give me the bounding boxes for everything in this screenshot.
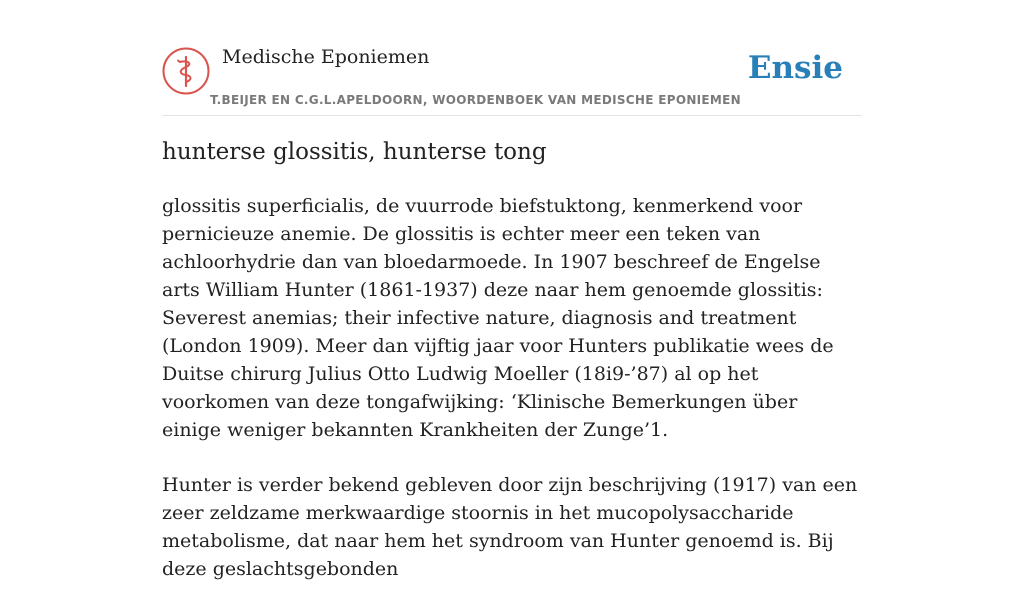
source-subtitle[interactable]: T.BEIJER EN C.G.L.APELDOORN, WOORDENBOEK VAN MEDISCHE EPONIEMEN [210, 93, 742, 107]
entry-title: hunterse glossitis, hunterse tong [162, 139, 547, 165]
caduceus-icon[interactable] [162, 47, 210, 95]
source-title[interactable]: Medische Eponiemen [222, 46, 430, 68]
entry-body [162, 192, 862, 610]
ensie-logo-link[interactable]: Ensie [747, 50, 843, 86]
entry-paragraph: Hunter is verder bekend gebleven door zijn beschrijving (1917) van een zeer zeldzame merkwaardige stoornis in het mucopolysaccharide metabolisme, dat naar hem het syndroom van Hunter genoemd is. Bij deze geslachtsgebonden [162, 474, 858, 580]
source-header [162, 44, 862, 116]
entry-paragraph: glossitis superficialis, de vuurrode biefstuktong, kenmerkend voor pernicieuze anemie. De glossitis is echter meer een teken van achloorhydrie dan van bloedarmoede. In 1907 beschreef de Engelse arts William Hunter (1861-1937) deze naar hem genoemde glossitis: Severest anemias; their infective nature, diagnosis and treatment (London 1909). Meer dan vijftig jaar voor Hunters publikatie wees de Duitse chirurg Julius Otto Ludwig Moeller (18i9-’87) al op het voorkomen van deze tongafwijking: ‘Klinische Bemerkungen über einige weniger bekannten Krankheiten der Zunge’1. [162, 195, 834, 441]
